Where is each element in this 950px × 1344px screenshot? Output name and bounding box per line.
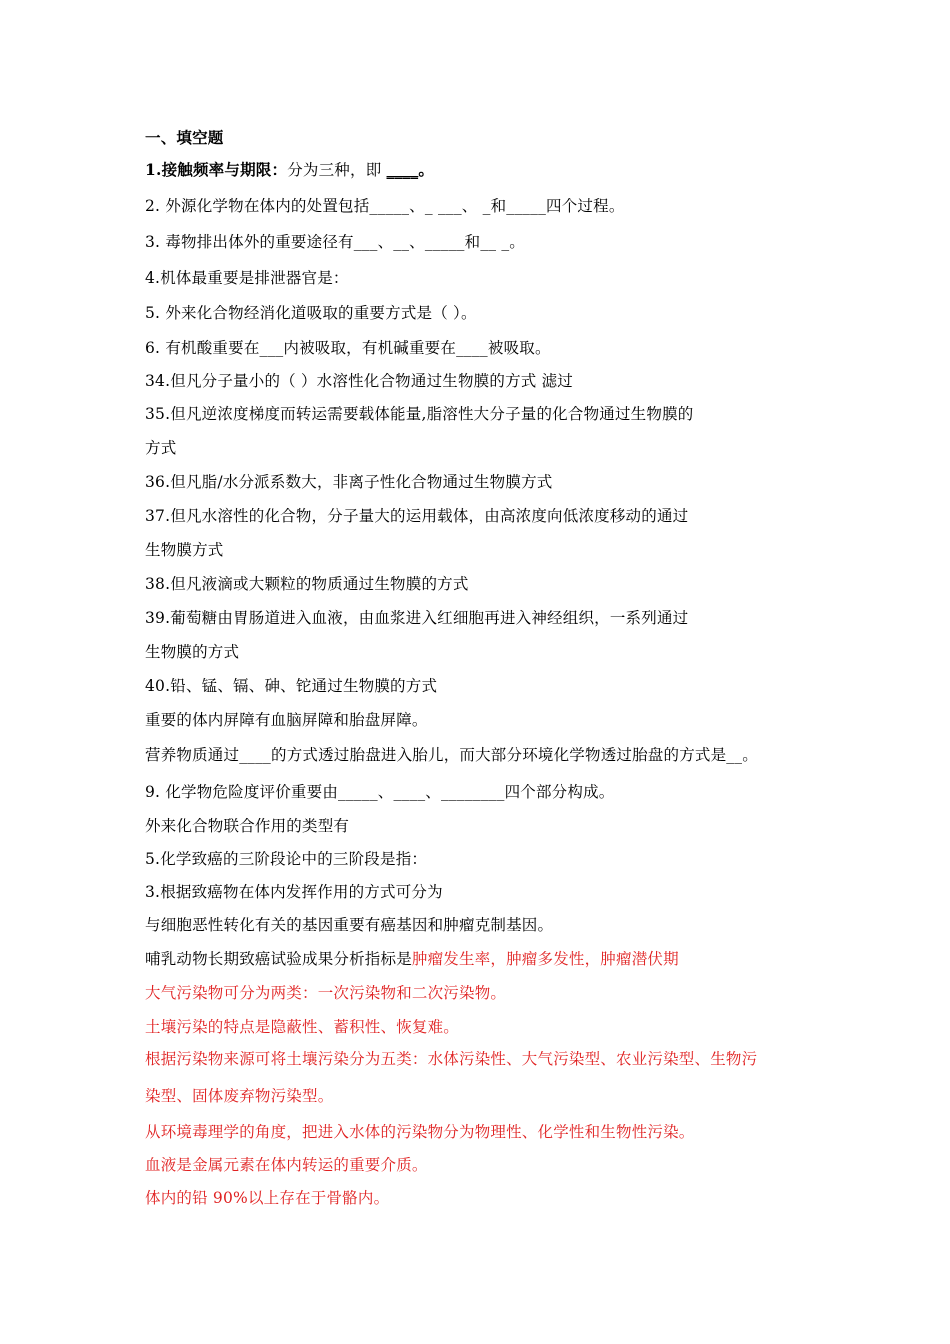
text-line: 方式 [145, 439, 177, 457]
text-line: 9. 化学物危险度评价重要由_____、____、________四个部分构成。 [145, 783, 615, 801]
mixed-line-black: 哺乳动物长期致癌试验成果分析指标是 [145, 950, 412, 968]
text-line: 生物膜方式 [145, 541, 224, 559]
highlight-line: 大气污染物可分为两类：一次污染物和二次污染物。 [145, 984, 507, 1002]
mixed-line [145, 948, 679, 970]
question-1-end: 。 [418, 160, 435, 179]
text-line: 与细胞恶性转化有关的基因重要有癌基因和肿瘤克制基因。 [145, 916, 554, 934]
highlight-line: 根据污染物来源可将土壤污染分为五类：水体污染性、大气污染型、农业污染型、生物污 [145, 1050, 758, 1068]
text-line: 38.但凡液滴或大颗粒的物质通过生物膜的方式 [145, 575, 469, 593]
text-line: 5.化学致癌的三阶段论中的三阶段是指： [145, 850, 428, 868]
text-line: 40.铅、锰、镉、砷、铊通过生物膜的方式 [145, 677, 438, 695]
highlight-line: 染型、固体废弃物污染型。 [145, 1087, 334, 1105]
text-line: 3. 毒物排出体外的重要途径有___、__、_____和__ _。 [145, 233, 525, 251]
text-line: 重要的体内屏障有血脑屏障和胎盘屏障。 [145, 711, 428, 729]
text-line: 34.但凡分子量小的（ ）水溶性化合物通过生物膜的方式 滤过 [145, 372, 574, 390]
text-line: 生物膜的方式 [145, 643, 240, 661]
text-line: 2. 外源化学物在体内的处置包括_____、_ ___、 _和_____四个过程。 [145, 197, 625, 215]
text-line: 37.但凡水溶性的化合物，分子量大的运用载体，由高浓度向低浓度移动的通过 [145, 507, 689, 525]
text-line: 外来化合物联合作用的类型有 [145, 817, 350, 835]
text-line: 5. 外来化合物经消化道吸取的重要方式是（ ）。 [145, 304, 477, 322]
text-line: 35.但凡逆浓度梯度而转运需要载体能量,脂溶性大分子量的化合物通过生物膜的 [145, 405, 694, 423]
highlight-line: 从环境毒理学的角度，把进入水体的污染物分为物理性、化学性和生物性污染。 [145, 1123, 695, 1141]
question-1 [145, 159, 434, 181]
question-1-blank: ____ [386, 160, 419, 179]
text-line: 6. 有机酸重要在___内被吸取，有机碱重要在____被吸取。 [145, 339, 551, 357]
section-title: 一、填空题 [145, 128, 224, 147]
highlight-line: 血液是金属元素在体内转运的重要介质。 [145, 1156, 428, 1174]
highlight-line: 体内的铅 90%以上存在于骨骼内。 [145, 1189, 390, 1207]
mixed-line-red: 肿瘤发生率，肿瘤多发性，肿瘤潜伏期 [411, 950, 679, 968]
question-1-text: 分为三种，即 [287, 161, 382, 179]
question-1-label: 1.接触频率与期限： [145, 160, 288, 179]
text-line: 36.但凡脂/水分派系数大，非离子性化合物通过生物膜方式 [145, 473, 553, 491]
text-line: 39.葡萄糖由胃肠道进入血液，由血浆进入红细胞再进入神经组织，一系列通过 [145, 609, 689, 627]
text-line: 3.根据致癌物在体内发挥作用的方式可分为 [145, 883, 443, 901]
text-line: 4.机体最重要是排泄器官是： [145, 269, 349, 287]
text-line: 营养物质通过____的方式透过胎盘进入胎儿，而大部分环境化学物透过胎盘的方式是__。 [145, 746, 758, 764]
highlight-line: 土壤污染的特点是隐蔽性、蓄积性、恢复难。 [145, 1018, 460, 1036]
